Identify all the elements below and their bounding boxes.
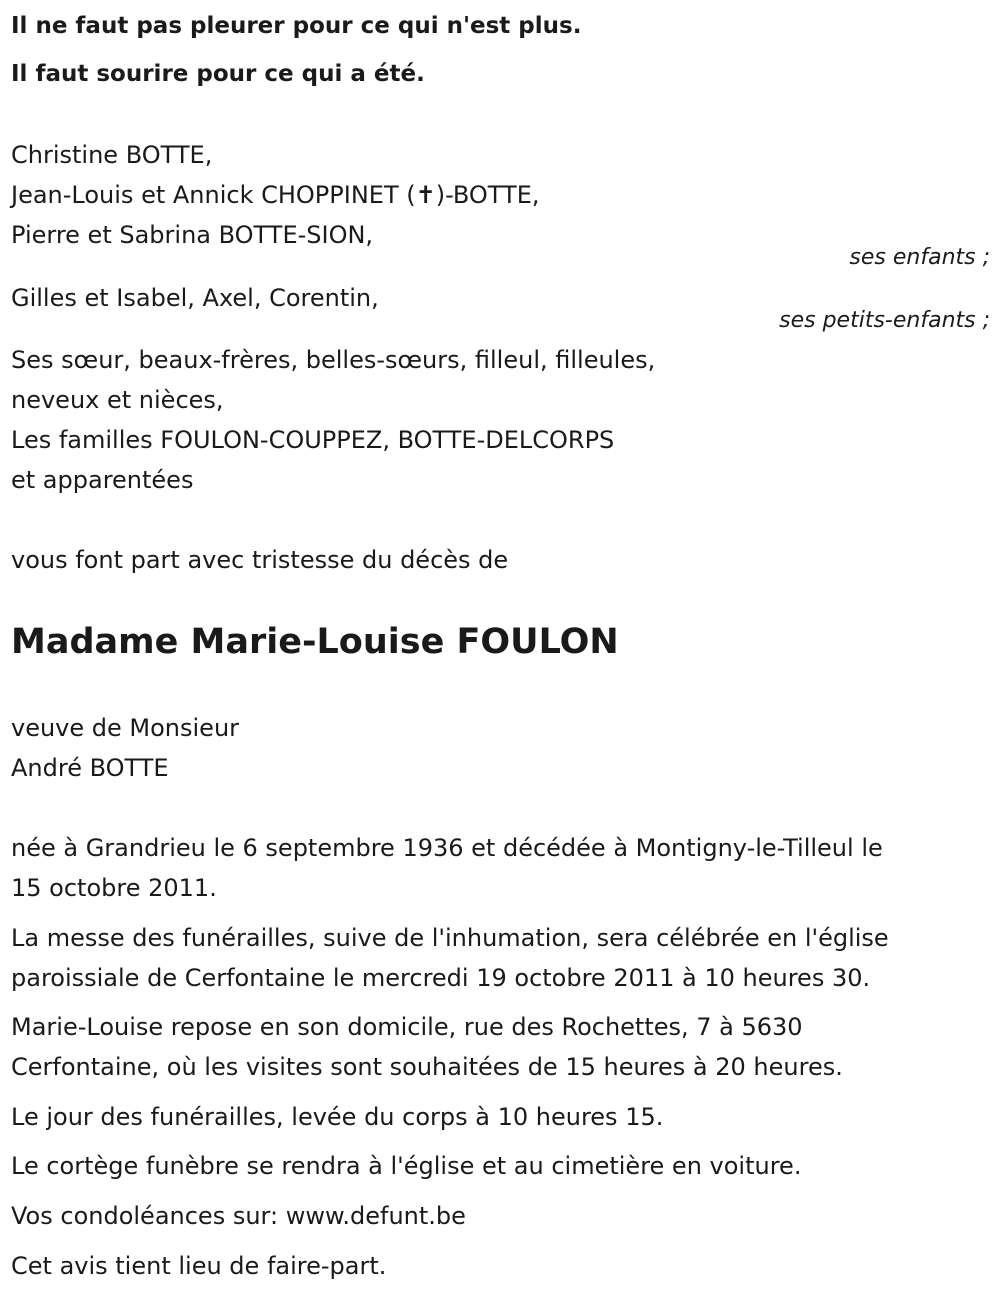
- condolences-line: Vos condoléances sur: www.defunt.be: [11, 1202, 466, 1230]
- family-line: Ses sœur, beaux-frères, belles-sœurs, filleul, filleules,: [11, 346, 656, 374]
- family-line: et apparentées: [11, 466, 194, 494]
- notice-line: Cet avis tient lieu de faire-part.: [11, 1252, 387, 1280]
- motto-line-2: Il faut sourire pour ce qui a été.: [11, 61, 425, 87]
- cortege-line: Le cortège funèbre se rendra à l'église et au cimetière en voiture.: [11, 1152, 802, 1180]
- announcement: vous font part avec tristesse du décès de: [11, 546, 509, 574]
- motto-line-1: Il ne faut pas pleurer pour ce qui n'est plus.: [11, 13, 582, 39]
- rest-line: Marie-Louise repose en son domicile, rue des Rochettes, 7 à 5630: [11, 1013, 803, 1041]
- birth-death-line: née à Grandrieu le 6 septembre 1936 et décédée à Montigny-le-Tilleul le: [11, 834, 883, 862]
- widow-line-2: André BOTTE: [11, 754, 169, 782]
- levee-line: Le jour des funérailles, levée du corps à 10 heures 15.: [11, 1103, 664, 1131]
- child-name: Jean-Louis et Annick CHOPPINET (✝)-BOTTE,: [11, 181, 540, 209]
- grandchildren-names: Gilles et Isabel, Axel, Corentin,: [11, 284, 379, 312]
- child-name: Christine BOTTE,: [11, 141, 213, 169]
- child-name: Pierre et Sabrina BOTTE-SION,: [11, 221, 374, 249]
- children-role: ses enfants ;: [849, 245, 990, 270]
- deceased-name: Madame Marie-Louise FOULON: [11, 622, 619, 662]
- family-line: Les familles FOULON-COUPPEZ, BOTTE-DELCORPS: [11, 426, 615, 454]
- birth-death-line: 15 octobre 2011.: [11, 874, 217, 902]
- widow-line-1: veuve de Monsieur: [11, 714, 240, 742]
- rest-line: Cerfontaine, où les visites sont souhaitées de 15 heures à 20 heures.: [11, 1053, 843, 1081]
- family-line: neveux et nièces,: [11, 386, 224, 414]
- grandchildren-role: ses petits-enfants ;: [779, 308, 990, 333]
- mass-line: paroissiale de Cerfontaine le mercredi 19 octobre 2011 à 10 heures 30.: [11, 964, 871, 992]
- mass-line: La messe des funérailles, suive de l'inhumation, sera célébrée en l'église: [11, 924, 889, 952]
